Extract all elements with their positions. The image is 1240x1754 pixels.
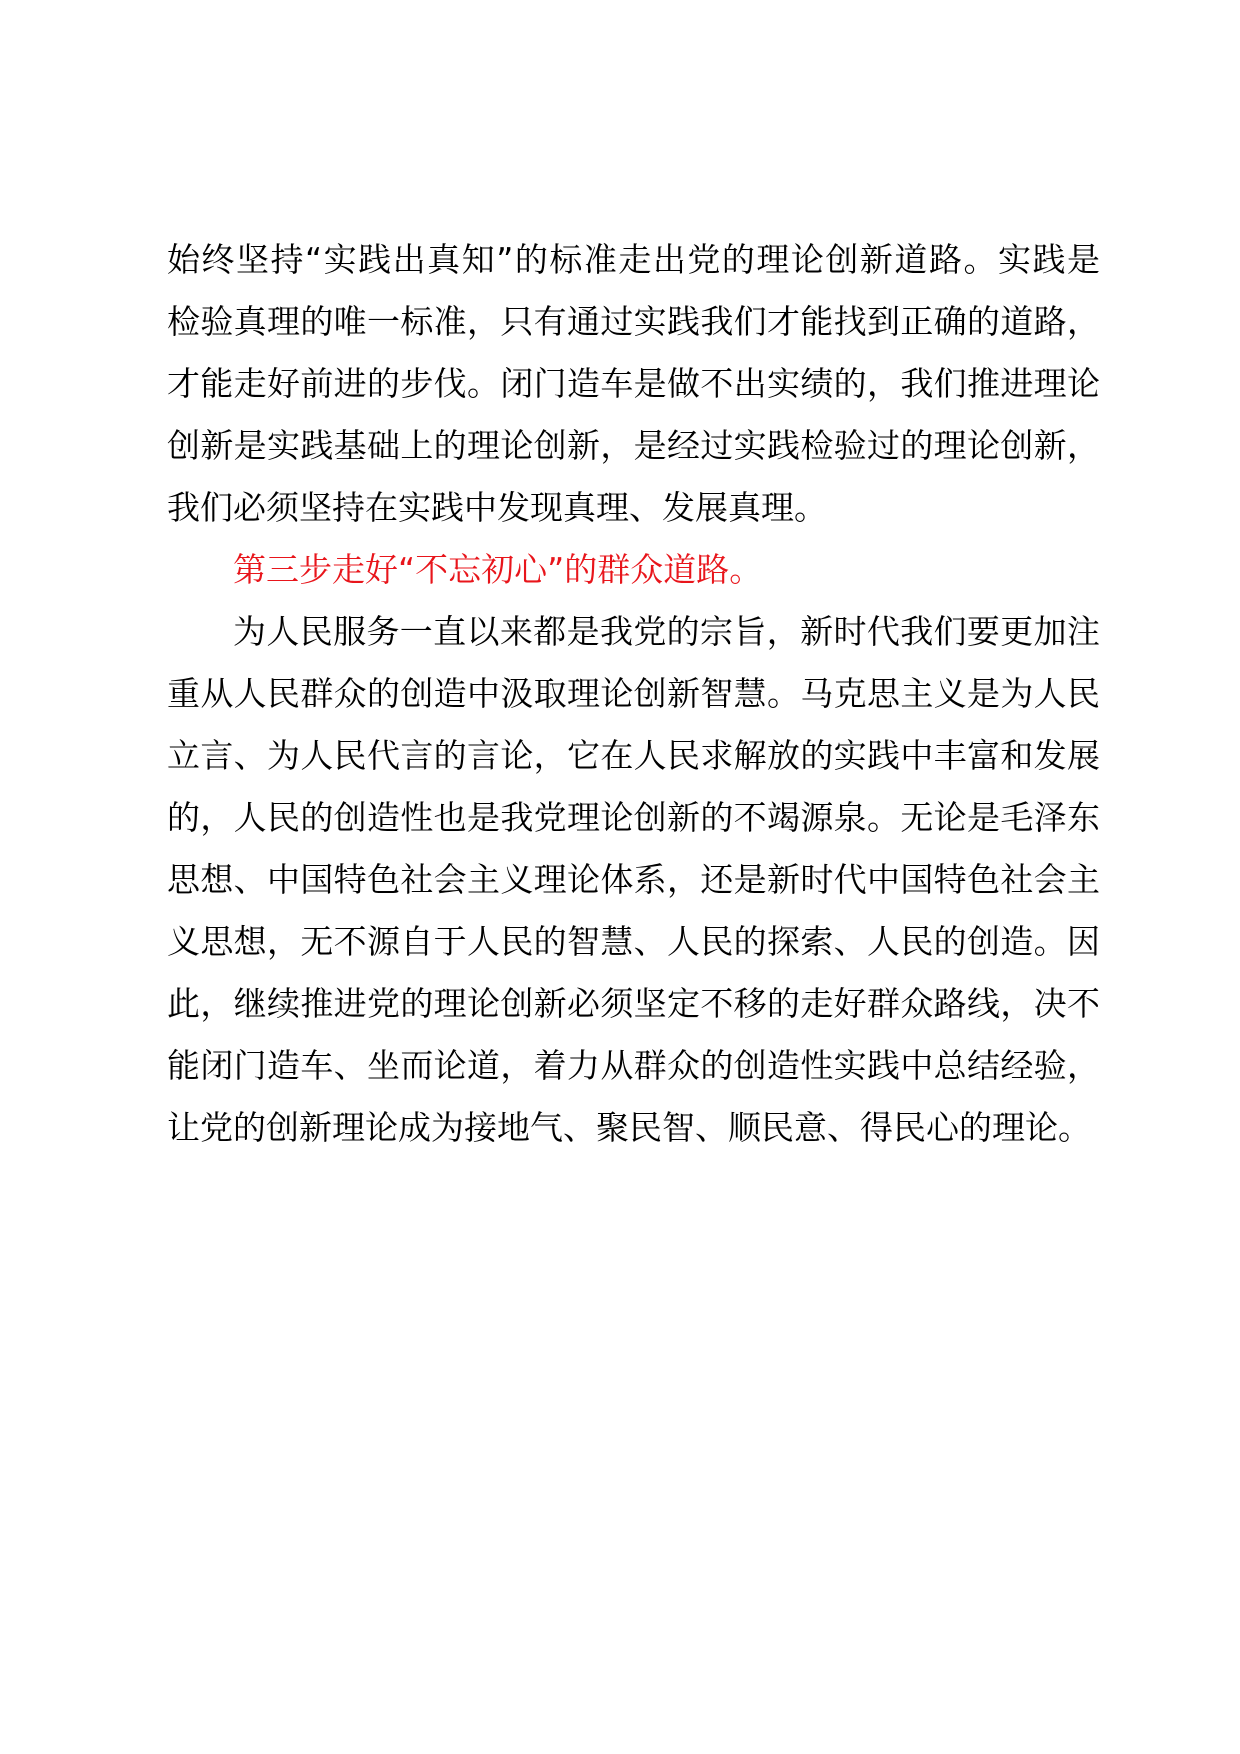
section-heading-text: 第三步走好“不忘初心”的群众道路。 xyxy=(233,550,763,589)
paragraph-line: 始终坚持“实践出真知”的标准走出党的理论创新道路。实践是 xyxy=(167,240,1100,279)
section-heading-step-three xyxy=(167,539,1100,601)
paragraph-line: 才能走好前进的步伐。闭门造车是做不出实绩的，我们推进理论 xyxy=(167,364,1100,403)
paragraph-line: 我们必须坚持在实践中发现真理、发展真理。 xyxy=(167,488,827,527)
document-body xyxy=(167,229,1100,1159)
paragraph-mass-line xyxy=(167,601,1100,1159)
paragraph-line: 思想、中国特色社会主义理论体系，还是新时代中国特色社会主 xyxy=(167,860,1100,899)
paragraph-practice xyxy=(167,229,1100,539)
paragraph-line: 的，人民的创造性也是我党理论创新的不竭源泉。无论是毛泽东 xyxy=(167,798,1100,837)
paragraph-line: 立言、为人民代言的言论，它在人民求解放的实践中丰富和发展 xyxy=(167,736,1100,775)
paragraph-line: 让党的创新理论成为接地气、聚民智、顺民意、得民心的理论。 xyxy=(167,1108,1091,1147)
paragraph-line: 为人民服务一直以来都是我党的宗旨，新时代我们要更加注 xyxy=(233,612,1100,651)
paragraph-line: 重从人民群众的创造中汲取理论创新智慧。马克思主义是为人民 xyxy=(167,674,1100,713)
paragraph-line: 此，继续推进党的理论创新必须坚定不移的走好群众路线，决不 xyxy=(167,984,1100,1023)
paragraph-line: 能闭门造车、坐而论道，着力从群众的创造性实践中总结经验， xyxy=(167,1046,1100,1085)
paragraph-line: 检验真理的唯一标准，只有通过实践我们才能找到正确的道路， xyxy=(167,302,1100,341)
paragraph-line: 创新是实践基础上的理论创新，是经过实践检验过的理论创新， xyxy=(167,426,1100,465)
paragraph-line: 义思想，无不源自于人民的智慧、人民的探索、人民的创造。因 xyxy=(167,922,1100,961)
